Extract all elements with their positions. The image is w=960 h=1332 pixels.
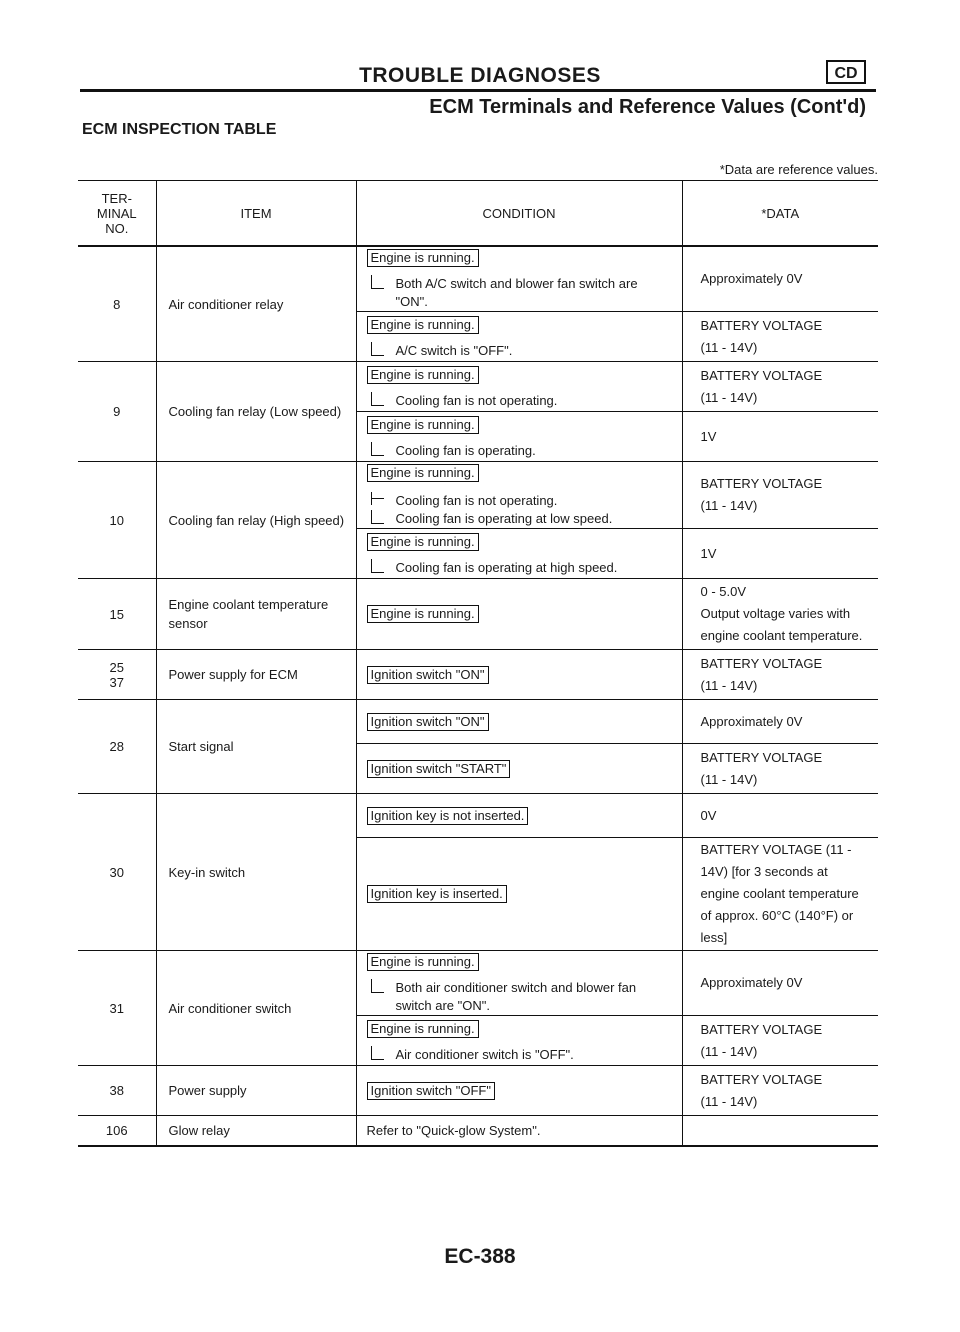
terminal-cell [78,462,156,579]
sub-condition [367,510,682,528]
condition-box: Engine is running. [367,316,479,334]
condition-cell [356,362,682,412]
condition-box: Ignition switch "ON" [367,713,489,731]
terminal-number: 38 [109,1083,124,1098]
data-value: 1V [700,545,717,561]
sub-condition-line: switch are "ON". [395,998,490,1013]
sub-condition-text: Cooling fan is operating at low speed. [395,511,613,526]
table-header-row [78,181,878,247]
item-header: ITEM [156,181,356,247]
page-title: TROUBLE DIAGNOSES [359,64,601,87]
ecm-inspection-table [78,180,878,1147]
data-value: BATTERY VOLTAGE [700,1021,823,1037]
sub-condition-line: Both air conditioner switch and blower fan [395,980,637,995]
terminal-cell [78,951,156,1066]
table-row [78,951,878,1016]
condition-cell [356,744,682,794]
item-cell: Power supply [156,1066,356,1116]
item-cell: Air conditioner relay [156,246,356,362]
reference-note: *Data are reference values. [719,162,878,177]
section-badge: CD [826,60,866,84]
condition-cell [356,246,682,312]
condition-box: Ignition switch "START" [367,760,511,778]
condition-cell [356,1066,682,1116]
branch-mark [371,492,384,505]
data-value: less] [700,930,728,945]
terminal-cell [78,246,156,362]
table-row [78,1066,878,1116]
condition-cell [356,1116,682,1146]
data-cell [682,529,878,579]
sub-condition-line: A/C switch is "OFF". [395,342,513,358]
data-value: (11 - 14V) [700,677,758,693]
sub-mark [371,342,384,356]
page-subtitle: ECM Terminals and Reference Values (Cont'd) [429,96,866,118]
table-row [78,462,878,529]
sub-mark [371,1046,384,1060]
table-row [78,362,878,412]
condition-header: CONDITION [356,181,682,247]
condition-box: Engine is running. [367,605,479,623]
table-row [78,579,878,650]
terminal-header-line: TER- [101,190,132,206]
terminal-number: 25 [109,659,124,675]
sub-condition [367,1046,682,1064]
data-cell [682,246,878,312]
sub-condition-line: Cooling fan is operating. [395,442,536,458]
table-body [78,246,878,1146]
sub-condition-text [396,979,637,1015]
data-value: Approximately 0V [700,271,803,286]
terminal-cell [78,362,156,462]
sub-condition [367,275,682,311]
terminal-number: 15 [109,606,124,622]
data-cell [682,951,878,1016]
terminal-header [78,181,156,247]
sub-condition-line: Cooling fan is operating at high speed. [395,559,618,575]
item-cell: Cooling fan relay (High speed) [156,462,356,579]
terminal-cell [78,794,156,951]
data-cell [682,312,878,362]
data-cell [682,1116,878,1146]
data-cell [682,1066,878,1116]
terminal-header-line: MINAL [96,205,137,221]
terminal-header-line: NO. [105,220,129,236]
data-value: (11 - 14V) [700,1043,758,1059]
terminal-number: 9 [113,404,121,419]
sub-condition [367,342,682,360]
terminal-number: 30 [109,864,124,880]
table-row [78,650,878,700]
data-value: (11 - 14V) [700,339,758,355]
data-cell [682,650,878,700]
sub-mark [371,559,384,573]
terminal-number: 8 [113,296,121,312]
sub-condition-line: Cooling fan is not operating. [395,392,558,408]
sub-condition [367,392,682,410]
sub-condition-text [396,342,513,360]
condition-cell [356,1016,682,1066]
data-value: 0V [700,807,717,823]
data-value: engine coolant temperature. [700,628,863,643]
condition-box: Ignition key is inserted. [367,885,507,903]
data-cell [682,412,878,462]
table-row [78,1116,878,1146]
data-value: BATTERY VOLTAGE [700,655,823,671]
table-row [78,700,878,744]
data-value: BATTERY VOLTAGE (11 - [700,842,852,857]
condition-box: Engine is running. [367,416,479,434]
item-cell: Start signal [156,700,356,794]
data-value: BATTERY VOLTAGE [700,1071,823,1087]
condition-box: Engine is running. [367,533,479,551]
table-row [78,246,878,312]
sub-mark [371,275,384,289]
sub-condition-text [396,275,638,311]
item-cell: Cooling fan relay (Low speed) [156,362,356,462]
sub-mark [371,510,384,524]
item-cell: Power supply for ECM [156,650,356,700]
sub-condition-text [396,392,558,410]
condition-cell [356,650,682,700]
sub-condition-text [396,442,536,460]
page-number: EC-388 [444,1245,516,1268]
data-cell [682,579,878,650]
data-value: (11 - 14V) [700,1093,758,1109]
data-value: BATTERY VOLTAGE [700,476,823,491]
sub-condition-text [396,559,618,577]
terminal-cell [78,579,156,650]
sub-condition-text: Cooling fan is not operating. [395,493,558,508]
sub-condition-text [396,1046,574,1064]
condition-box: Engine is running. [367,366,479,384]
sub-condition-line: Air conditioner switch is "OFF". [395,1046,574,1062]
terminal-cell [78,650,156,700]
data-value: (11 - 14V) [700,771,758,787]
condition-cell [356,700,682,744]
data-value: BATTERY VOLTAGE [700,749,823,765]
sub-mark [371,392,384,406]
condition-cell [356,529,682,579]
terminal-cell [78,700,156,794]
sub-mark [371,442,384,456]
header-rule [80,89,876,92]
condition-box: Ignition switch "OFF" [367,1082,496,1100]
table-row [78,794,878,838]
sub-condition [367,559,682,577]
data-value: Approximately 0V [700,713,803,729]
data-cell [682,1016,878,1066]
condition-cell [356,462,682,529]
item-cell: Air conditioner switch [156,951,356,1066]
condition-cell [356,838,682,951]
data-cell [682,838,878,951]
sub-condition [367,979,682,1015]
condition-box: Engine is running. [367,464,479,482]
condition-box: Ignition key is not inserted. [367,807,529,825]
sub-mark [371,979,384,993]
data-value: (11 - 14V) [700,498,758,513]
terminal-number: 106 [105,1122,128,1138]
condition-cell [356,412,682,462]
sub-condition-line: "ON". [395,294,428,309]
data-value: Approximately 0V [700,975,803,990]
data-cell [682,744,878,794]
condition-cell [356,312,682,362]
sub-condition [367,442,682,460]
condition-cell [356,579,682,650]
condition-box: Engine is running. [367,953,479,971]
sub-condition [367,492,682,510]
terminal-number: 10 [109,512,124,528]
condition-box: Ignition switch "ON" [367,666,489,684]
terminal-cell [78,1066,156,1116]
condition-box: Engine is running. [367,1020,479,1038]
data-header: *DATA [682,181,878,247]
sub-condition-line: Both A/C switch and blower fan switch are [395,276,638,291]
condition-box: Engine is running. [367,249,479,267]
data-value: 1V [700,428,717,444]
data-cell [682,794,878,838]
data-value: Output voltage varies with [700,606,851,621]
data-value: 14V) [for 3 seconds at [700,864,828,879]
data-value: BATTERY VOLTAGE [700,317,823,333]
data-value: of approx. 60°C (140°F) or [700,908,854,923]
terminal-cell [78,1116,156,1146]
data-value: engine coolant temperature [700,886,859,901]
data-value: 0 - 5.0V [700,584,747,599]
terminal-number: 37 [109,674,124,690]
item-cell: Glow relay [156,1116,356,1146]
data-value: BATTERY VOLTAGE [700,367,823,383]
data-cell [682,700,878,744]
data-cell [682,462,878,529]
item-cell: Engine coolant temperature sensor [156,579,356,650]
data-cell [682,362,878,412]
terminal-number: 28 [109,739,124,754]
item-cell: Key-in switch [156,794,356,951]
terminal-number: 31 [109,1000,124,1016]
section-title: ECM INSPECTION TABLE [82,121,277,138]
condition-text: Refer to "Quick-glow System". [366,1122,541,1138]
condition-cell [356,951,682,1016]
condition-cell [356,794,682,838]
data-value: (11 - 14V) [700,389,758,405]
